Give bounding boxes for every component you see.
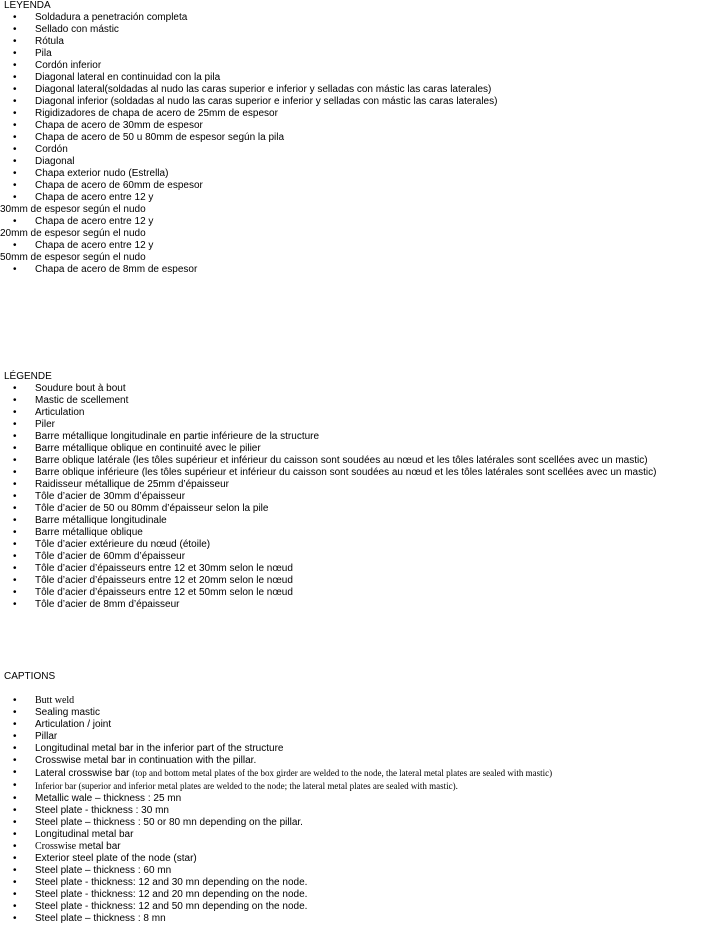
list-item-text: Barre métallique longitudinale (35, 515, 167, 526)
bullet-icon: • (13, 901, 17, 912)
list-item-text: Barre oblique latérale (les tôles supérieur et inférieur du caisson sont soudées au nœud et les tôles latérales sont scellées avec un mastic) (35, 455, 648, 466)
bullet-icon: • (13, 443, 17, 454)
list-item-text: Diagonal (35, 156, 75, 167)
list-item-text: Steel plate - thickness : 30 mn (35, 805, 169, 816)
list-item (4, 24, 726, 36)
list-item (4, 108, 726, 120)
list-item (4, 132, 726, 144)
list-item-text: Exterior steel plate of the node (star) (35, 853, 197, 864)
list-item-text: Cordón inferior (35, 60, 102, 71)
list-item (4, 419, 726, 431)
list-item-text-suffix: metal bar (76, 841, 121, 852)
list-item (4, 767, 726, 780)
list-item-text: Diagonal lateral(soldadas al nudo las caras superior e inferior y selladas con mástic las caras laterales) (35, 84, 492, 95)
list-item (4, 901, 726, 913)
list-item (4, 383, 726, 395)
list-item (4, 144, 726, 156)
list-item (4, 503, 726, 515)
list-item (4, 731, 726, 743)
list-item (4, 479, 726, 491)
bullet-icon: • (13, 743, 17, 754)
bullet-icon: • (13, 841, 17, 852)
list-item-text: Articulation / joint (35, 719, 112, 730)
list-item-text: Tôle d’acier d’épaisseurs entre 12 et 20mm selon le nœud (35, 575, 293, 586)
list-item (4, 817, 726, 829)
bullet-icon: • (13, 719, 17, 730)
list-item (4, 60, 726, 72)
bullet-icon: • (13, 695, 17, 706)
list-item-text: Rótula (35, 36, 64, 47)
legend-fr-list (4, 383, 726, 611)
list-item (4, 156, 726, 168)
list-item-continuation: 30mm de espesor según el nudo (0, 204, 146, 215)
list-item-text: Pila (35, 48, 52, 59)
list-item-text: Sealing mastic (35, 707, 101, 718)
list-item (4, 805, 726, 817)
list-item-text: Longitudinal metal bar in the inferior part of the structure (35, 743, 284, 754)
list-item-note: (superior and inferior metal plates are welded to the node; the lateral metal plates are sealed with mastic). (78, 781, 458, 791)
list-item-continuation: 20mm de espesor según el nudo (0, 228, 146, 239)
bullet-icon: • (13, 12, 17, 23)
bullet-icon: • (13, 419, 17, 430)
list-item (4, 407, 726, 419)
list-item-text: Metallic wale – thickness : 25 mn (35, 793, 182, 804)
list-item (4, 865, 726, 877)
list-item-text: Sellado con mástic (35, 24, 119, 35)
list-item-text: Chapa de acero de 60mm de espesor (35, 180, 203, 191)
bullet-icon: • (13, 817, 17, 828)
list-item (4, 853, 726, 865)
legend-fr-title: LÉGENDE (4, 371, 52, 382)
list-item (4, 96, 726, 108)
list-item-text: Tôle d’acier de 8mm d’épaisseur (35, 599, 180, 610)
bullet-icon: • (13, 395, 17, 406)
bullet-icon: • (13, 527, 17, 538)
bullet-icon: • (13, 240, 17, 251)
list-item-text: Tôle d’acier de 50 ou 80mm d’épaisseur selon la pile (35, 503, 269, 514)
list-item (4, 743, 726, 755)
bullet-icon: • (13, 479, 17, 490)
list-item-text: Inferior bar (35, 781, 79, 791)
list-item-text: Tôle d’acier d’épaisseurs entre 12 et 30mm selon le nœud (35, 563, 293, 574)
bullet-icon: • (13, 132, 17, 143)
list-item-text: Steel plate - thickness: 12 and 50 mn depending on the node. (35, 901, 308, 912)
list-item-text: Rigidizadores de chapa de acero de 25mm de espesor (35, 108, 278, 119)
list-item-text: Steel plate - thickness: 12 and 30 mn depending on the node. (35, 877, 308, 888)
list-item (4, 527, 726, 539)
list-item (4, 395, 726, 407)
list-item (4, 599, 726, 611)
bullet-icon: • (13, 96, 17, 107)
bullet-icon: • (13, 383, 17, 394)
list-item (4, 48, 726, 60)
bullet-icon: • (13, 503, 17, 514)
bullet-icon: • (13, 707, 17, 718)
list-item (4, 264, 726, 276)
list-item-text: Tôle d’acier de 30mm d’épaisseur (35, 491, 186, 502)
list-item-text: Cordón (35, 144, 68, 155)
list-item-text: Barre oblique inférieure (les tôles supérieur et inférieur du caisson sont soudées au nœud et les tôles latérales sont scellées avec un mastic) (35, 467, 657, 478)
captions-en-section (4, 671, 726, 925)
captions-en-list (4, 695, 726, 925)
list-item-text: Tôle d’acier de 60mm d’épaisseur (35, 551, 186, 562)
list-item (4, 192, 726, 204)
bullet-icon: • (13, 156, 17, 167)
list-item (4, 240, 726, 252)
list-item-text: Chapa de acero entre 12 y (35, 192, 154, 203)
list-item (4, 829, 726, 841)
bullet-icon: • (13, 793, 17, 804)
list-item-text: Chapa de acero de 8mm de espesor (35, 264, 198, 275)
list-item-text: Barre métallique oblique (35, 527, 143, 538)
bullet-icon: • (13, 829, 17, 840)
list-item-text: Steel plate - thickness: 12 and 20 mn depending on the node. (35, 889, 308, 900)
bullet-icon: • (13, 731, 17, 742)
list-item-text: Butt weld (35, 695, 75, 706)
list-item (4, 467, 726, 479)
list-item-note: (top and bottom metal plates of the box girder are welded to the node, the lateral metal plates are sealed with mastic) (132, 768, 553, 778)
list-item-text: Chapa exterior nudo (Estrella) (35, 168, 169, 179)
legend-fr-section (4, 371, 726, 611)
bullet-icon: • (13, 491, 17, 502)
bullet-icon: • (13, 264, 17, 275)
list-item (4, 72, 726, 84)
list-item (4, 120, 726, 132)
list-item-text: Diagonal inferior (soldadas al nudo las caras superior e inferior y selladas con mástic las caras laterales) (35, 96, 498, 107)
list-item (4, 780, 726, 793)
list-item (4, 515, 726, 527)
bullet-icon: • (13, 431, 17, 442)
list-item (4, 551, 726, 563)
list-item-continuation: 50mm de espesor según el nudo (0, 252, 146, 263)
list-item (4, 719, 726, 731)
list-item (4, 491, 726, 503)
bullet-icon: • (13, 877, 17, 888)
list-item (4, 841, 726, 853)
bullet-icon: • (13, 72, 17, 83)
bullet-icon: • (13, 48, 17, 59)
captions-en-title: CAPTIONS (4, 671, 56, 682)
list-item (4, 913, 726, 925)
list-item (4, 877, 726, 889)
list-item-text: Chapa de acero de 30mm de espesor (35, 120, 203, 131)
bullet-icon: • (13, 168, 17, 179)
bullet-icon: • (13, 24, 17, 35)
list-item-text: Soldadura a penetración completa (35, 12, 188, 23)
list-item (4, 443, 726, 455)
bullet-icon: • (13, 455, 17, 466)
list-item (4, 36, 726, 48)
list-item (4, 12, 726, 24)
bullet-icon: • (13, 780, 17, 791)
bullet-icon: • (13, 515, 17, 526)
bullet-icon: • (13, 108, 17, 119)
list-item (4, 84, 726, 96)
list-item-text: Soudure bout à bout (35, 383, 126, 394)
list-item-text: Chapa de acero de 50 u 80mm de espesor según la pila (35, 132, 285, 143)
list-item (4, 587, 726, 599)
legend-es-title: LEYENDA (4, 0, 51, 11)
list-item-text: Pillar (35, 731, 58, 742)
list-item-text: Lateral crosswise bar (35, 768, 133, 779)
list-item (4, 180, 726, 192)
list-item-text: Chapa de acero entre 12 y (35, 240, 154, 251)
list-item (4, 168, 726, 180)
list-item-text: Diagonal lateral en continuidad con la pila (35, 72, 221, 83)
list-item-text: Barre métallique oblique en continuité avec le pilier (35, 443, 261, 454)
list-item (4, 455, 726, 467)
list-item-text: Mastic de scellement (35, 395, 129, 406)
list-item-text: Crosswise metal bar in continuation with the pillar. (35, 755, 257, 766)
list-item-text: Steel plate – thickness : 50 or 80 mn depending on the pillar. (35, 817, 303, 828)
list-item-text: Steel plate – thickness : 60 mn (35, 865, 172, 876)
bullet-icon: • (13, 563, 17, 574)
bullet-icon: • (13, 467, 17, 478)
list-item (4, 707, 726, 719)
legend-es-section (0, 0, 726, 276)
list-item-text: Tôle d’acier extérieure du nœud (étoile) (35, 539, 211, 550)
bullet-icon: • (13, 216, 17, 227)
bullet-icon: • (13, 805, 17, 816)
list-item (4, 539, 726, 551)
bullet-icon: • (13, 587, 17, 598)
bullet-icon: • (13, 913, 17, 924)
bullet-icon: • (13, 36, 17, 47)
list-item-text: Steel plate – thickness : 8 mn (35, 913, 166, 924)
list-item (4, 755, 726, 767)
bullet-icon: • (13, 539, 17, 550)
bullet-icon: • (13, 551, 17, 562)
list-item-text: Articulation (35, 407, 85, 418)
list-item (4, 575, 726, 587)
bullet-icon: • (13, 889, 17, 900)
bullet-icon: • (13, 60, 17, 71)
list-item-text: Chapa de acero entre 12 y (35, 216, 154, 227)
bullet-icon: • (13, 767, 17, 778)
bullet-icon: • (13, 120, 17, 131)
bullet-icon: • (13, 144, 17, 155)
bullet-icon: • (13, 599, 17, 610)
bullet-icon: • (13, 180, 17, 191)
list-item (4, 695, 726, 707)
list-item (4, 793, 726, 805)
list-item-text: Longitudinal metal bar (35, 829, 134, 840)
list-item-text: Raidisseur métallique de 25mm d’épaisseur (35, 479, 229, 490)
bullet-icon: • (13, 192, 17, 203)
bullet-icon: • (13, 865, 17, 876)
list-item (4, 216, 726, 228)
legend-es-list (0, 12, 726, 276)
list-item (4, 563, 726, 575)
bullet-icon: • (13, 84, 17, 95)
bullet-icon: • (13, 407, 17, 418)
list-item-text: Piler (35, 419, 56, 430)
list-item (4, 431, 726, 443)
list-item-text: Tôle d’acier d’épaisseurs entre 12 et 50mm selon le nœud (35, 587, 293, 598)
list-item (4, 889, 726, 901)
list-item-text: Barre métallique longitudinale en partie inférieure de la structure (35, 431, 320, 442)
bullet-icon: • (13, 755, 17, 766)
list-item-text: Crosswise (35, 841, 77, 852)
bullet-icon: • (13, 575, 17, 586)
bullet-icon: • (13, 853, 17, 864)
